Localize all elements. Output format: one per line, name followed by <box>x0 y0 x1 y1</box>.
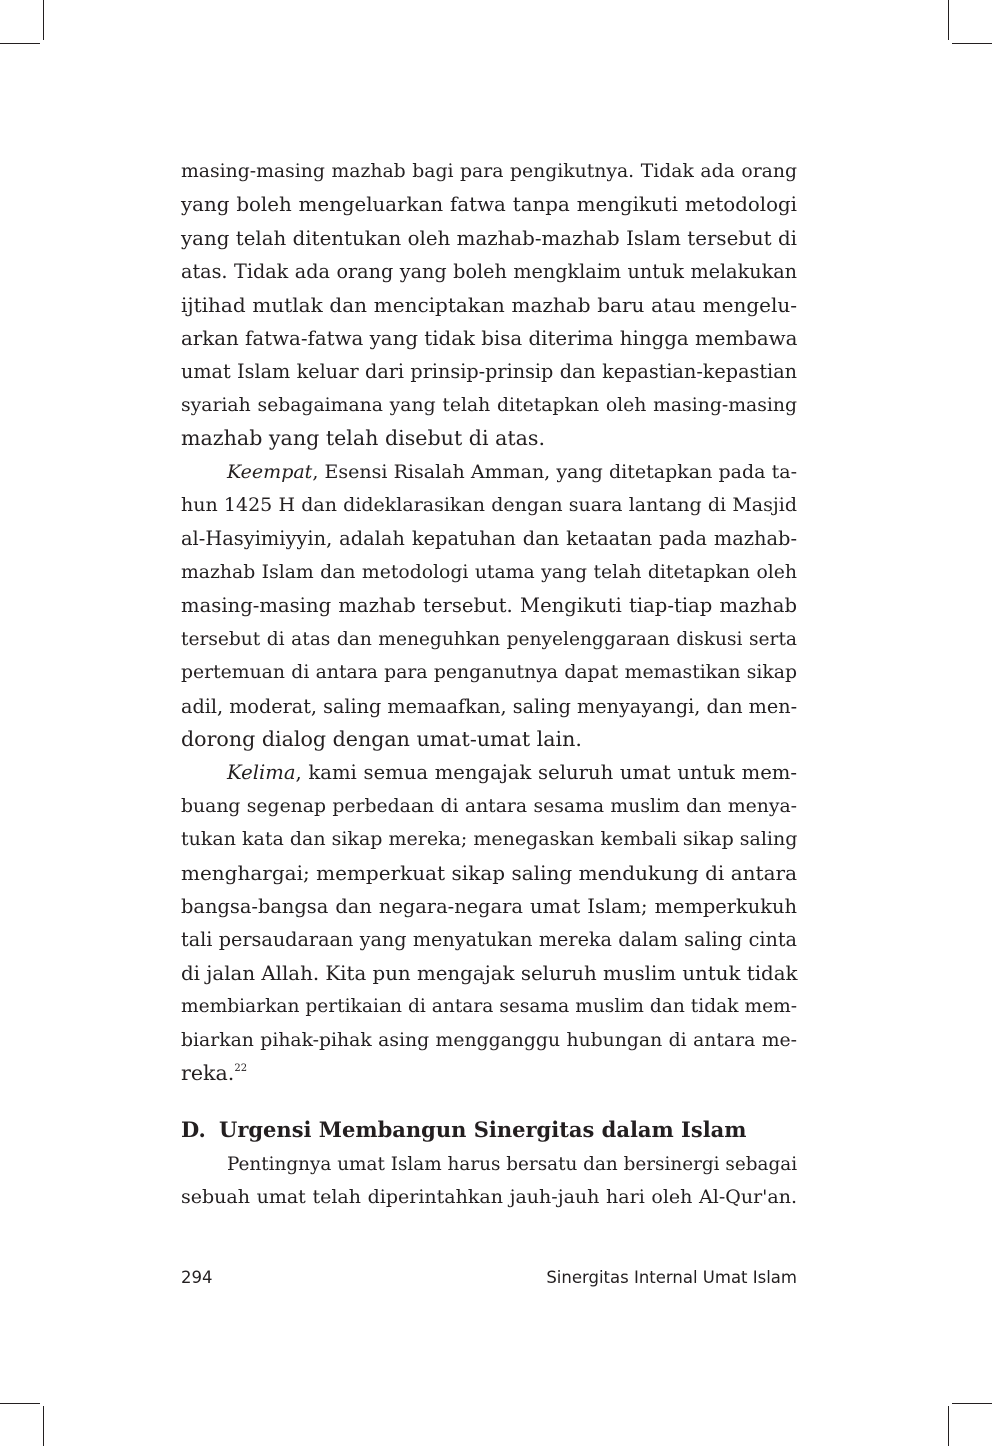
text-line: ijtihad mutlak dan menciptakan mazhab baru atau mengelu- <box>181 292 797 317</box>
page-number: 294 <box>181 1268 213 1287</box>
crop-mark <box>0 1403 40 1404</box>
text-line: masing-masing mazhab bagi para pengikutnya. Tidak ada orang <box>181 161 797 182</box>
text-line: mazhab Islam dan metodologi utama yang telah ditetapkan oleh <box>181 561 797 583</box>
text-line: dorong dialog dengan umat-umat lain. <box>181 726 582 751</box>
text-line: bangsa-bangsa dan negara-negara umat Islam; memperkukuh <box>181 894 797 918</box>
section-body <box>181 1148 797 1215</box>
section-title: Urgensi Membangun Sinergitas dalam Islam <box>219 1117 747 1142</box>
text-line: arkan fatwa-fatwa yang tidak bisa diterima hingga membawa <box>181 327 798 351</box>
final-word: reka. <box>181 1060 235 1085</box>
crop-mark <box>952 1403 992 1404</box>
text-line: pertemuan di antara para penganutnya dapat memastikan sikap <box>181 662 797 684</box>
text-line: sebuah umat telah diperintahkan jauh-jauh hari oleh Al-Qur'an. <box>181 1186 797 1209</box>
crop-mark <box>948 0 949 40</box>
text-line: al-Hasyimiyyin, adalah kepatuhan dan ketaatan pada mazhab- <box>181 527 797 551</box>
paragraph-lead-line <box>181 456 797 489</box>
lead-italic: Kelima <box>227 761 296 785</box>
text-line: tersebut di atas dan meneguhkan penyelenggaraan diskusi serta <box>181 628 797 650</box>
crop-mark <box>43 0 44 40</box>
lead-rest: , Esensi Risalah Amman, yang ditetapkan pada ta- <box>312 460 797 483</box>
text-line: yang boleh mengeluarkan fatwa tanpa mengikuti metodologi <box>181 193 797 217</box>
text-line: mazhab yang telah disebut di atas. <box>181 426 546 451</box>
text-line: tukan kata dan sikap mereka; menegaskan kembali sikap saling <box>181 828 798 851</box>
text-line: hun 1425 H dan dideklarasikan dengan suara lantang di Masjid <box>181 494 797 517</box>
lead-rest: , kami semua mengajak seluruh umat untuk mem- <box>295 761 797 785</box>
paragraph-lead-line <box>181 756 797 789</box>
text-line: buang segenap perbedaan di antara sesama muslim dan menya- <box>181 795 797 817</box>
text-line: adil, moderat, saling memaafkan, saling menyayangi, dan men- <box>181 694 798 718</box>
text-line: menghargai; memperkuat sikap saling mendukung di antara <box>181 860 797 885</box>
text-line: yang telah ditentukan oleh mazhab-mazhab Islam tersebut di <box>181 226 797 250</box>
crop-mark <box>948 1406 949 1446</box>
lead-italic: Keempat <box>227 460 313 483</box>
text-line: Pentingnya umat Islam harus bersatu dan bersinergi sebagai <box>227 1154 798 1175</box>
section-heading <box>181 1113 747 1146</box>
text-line: atas. Tidak ada orang yang boleh mengklaim untuk melakukan <box>181 260 797 284</box>
text-line: tali persaudaraan yang menyatukan mereka dalam saling cinta <box>181 928 797 952</box>
crop-mark <box>0 43 40 44</box>
text-line: di jalan Allah. Kita pun mengajak seluruh muslim untuk tidak <box>181 961 798 985</box>
text-line: masing-masing mazhab tersebut. Mengikuti tiap-tiap mazhab <box>181 594 797 618</box>
text-line: membiarkan pertikaian di antara sesama muslim dan tidak mem- <box>181 996 797 1018</box>
footnote-reference[interactable]: 22 <box>234 1062 248 1074</box>
body-text <box>181 155 797 1090</box>
crop-mark <box>43 1406 44 1446</box>
text-line: umat Islam keluar dari prinsip-prinsip dan kepastian-kepastian <box>181 360 797 384</box>
text-line <box>181 1057 797 1090</box>
text-line: biarkan pihak-pihak asing mengganggu hubungan di antara me- <box>181 1029 797 1051</box>
running-title: Sinergitas Internal Umat Islam <box>546 1268 797 1287</box>
crop-mark <box>952 43 992 44</box>
section-letter: D. <box>181 1117 206 1142</box>
text-line: syariah sebagaimana yang telah ditetapkan oleh masing-masing <box>181 394 797 416</box>
